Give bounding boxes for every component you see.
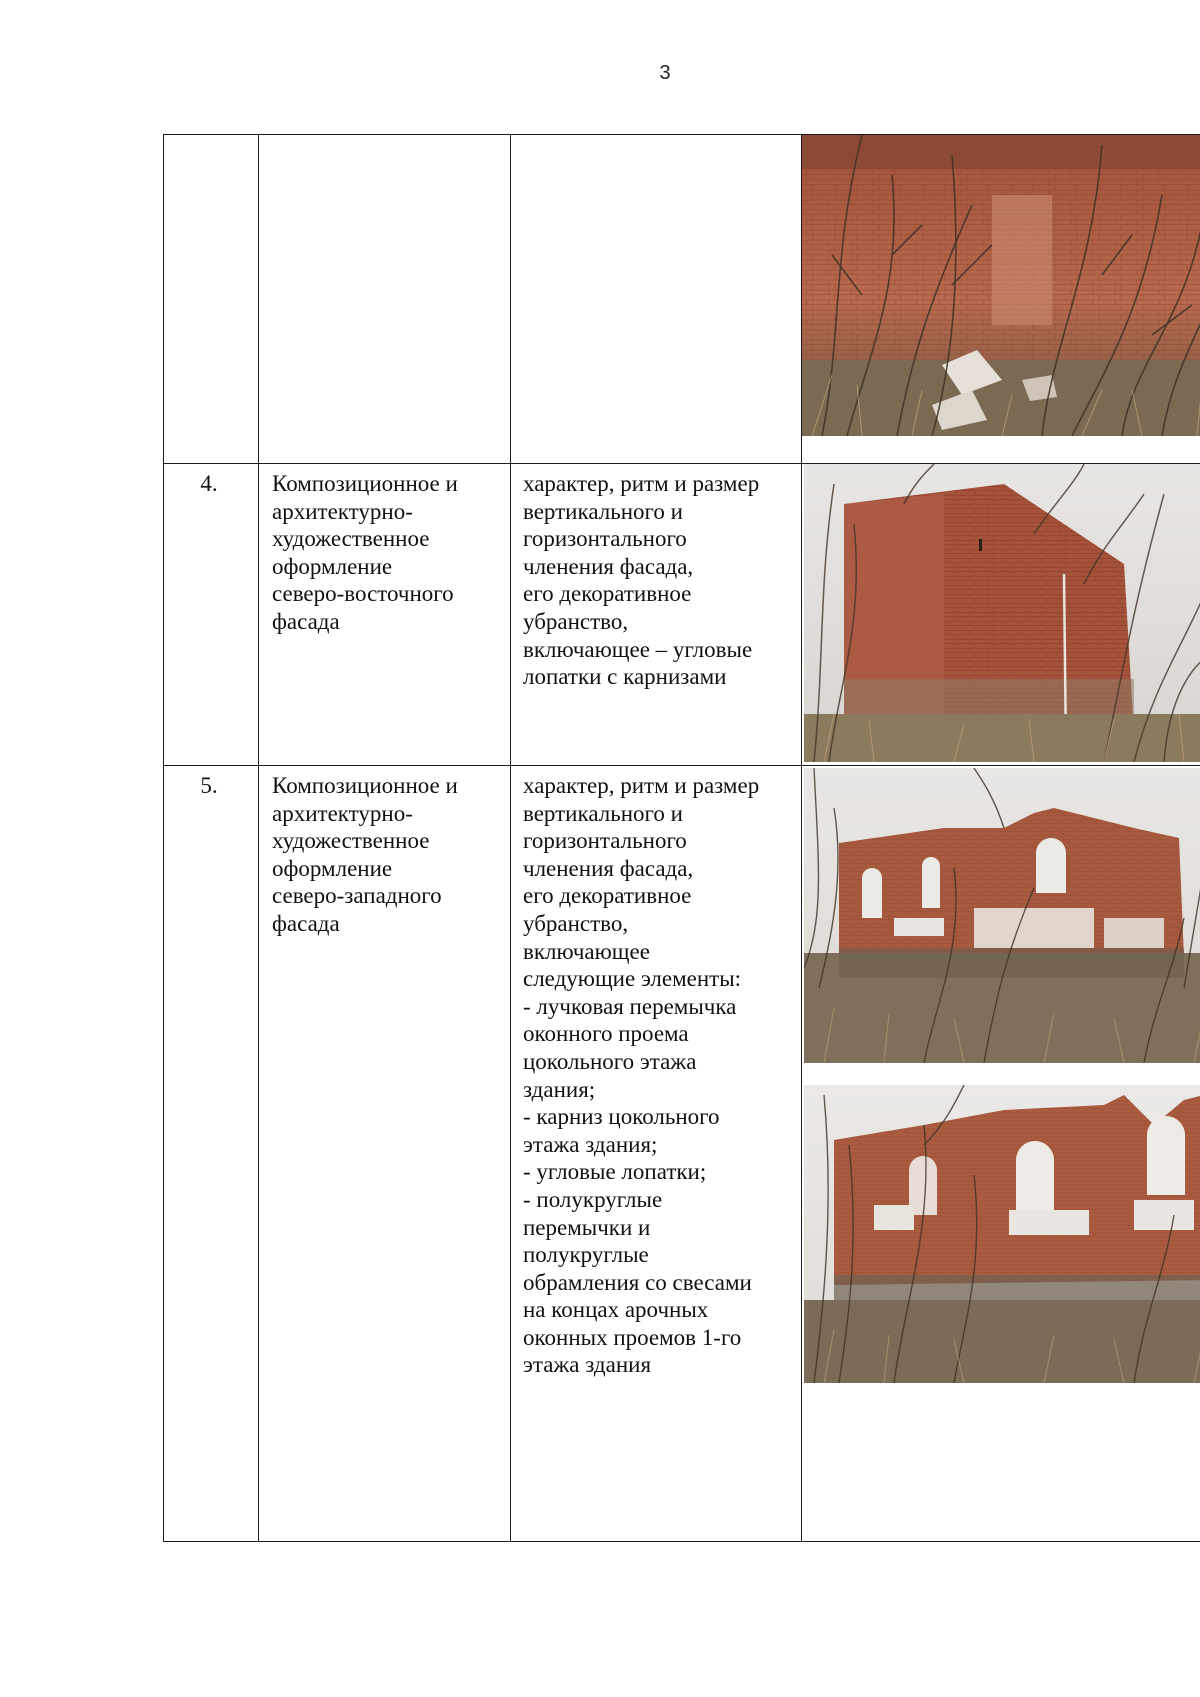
description-line: членения фасада,: [523, 553, 694, 579]
row-number-cell: 4.: [164, 464, 259, 766]
description-line: горизонтального: [523, 828, 687, 854]
name-line: фасада: [272, 608, 340, 634]
description-line: на концах арочных: [523, 1297, 709, 1323]
name-line: архитектурно-: [272, 800, 413, 826]
description-line: убранство,: [523, 608, 629, 634]
row-number-cell: 5.: [164, 766, 259, 1542]
description-line: - полукруглые: [523, 1186, 663, 1212]
photo-cell: [802, 766, 1200, 1542]
description-line: убранство,: [523, 910, 629, 936]
name-line: Композиционное и: [272, 471, 458, 496]
name-line: художественное: [272, 526, 430, 552]
description-line: оконных проемов 1-го: [523, 1324, 742, 1350]
description-line: этажа здания: [523, 1352, 652, 1378]
description-line: - угловые лопатки;: [523, 1159, 707, 1185]
description-line: обрамления со свесами: [523, 1269, 752, 1295]
description-line: включающее – угловые: [523, 636, 753, 662]
photo-cell: [802, 135, 1200, 464]
northwest-facade-wide-photo: [804, 768, 1200, 1063]
description-line: цокольного этажа: [523, 1048, 697, 1074]
photo-cell: [802, 464, 1200, 766]
description-line: - лучковая перемычка: [523, 993, 737, 1019]
name-line: северо-восточного: [272, 581, 454, 607]
northeast-facade-corner-photo: [804, 464, 1200, 762]
description-line: перемычки и: [523, 1214, 651, 1240]
element-description-cell: [511, 766, 802, 1542]
heritage-elements-table: [163, 134, 1166, 1543]
description-line: вертикального и: [523, 498, 683, 524]
element-name-cell: [259, 135, 511, 464]
description-line: вертикального и: [523, 800, 683, 826]
name-line: оформление: [272, 553, 393, 579]
description-line: лопатки с карнизами: [523, 664, 727, 690]
description-line: включающее: [523, 938, 650, 964]
name-line: северо-западного: [272, 883, 442, 909]
description-line: оконного проема: [523, 1021, 689, 1047]
description-line: характер, ритм и размер: [523, 471, 760, 496]
name-line: художественное: [272, 828, 430, 854]
description-line: этажа здания;: [523, 1131, 658, 1157]
name-line: фасада: [272, 910, 340, 936]
description-line: характер, ритм и размер: [523, 773, 760, 798]
description-line: - карниз цокольного: [523, 1104, 720, 1130]
table-row: [164, 135, 1200, 464]
description-line: членения фасада,: [523, 855, 694, 881]
description-line: его декоративное: [523, 883, 692, 909]
brick-wall-ruin-overgrown-photo: [802, 135, 1200, 436]
row-number-cell: [164, 135, 259, 464]
element-description-cell: [511, 135, 802, 464]
name-line: Композиционное и: [272, 773, 458, 798]
table-row: [164, 464, 1200, 766]
element-name-cell: [259, 766, 511, 1542]
description-line: его декоративное: [523, 581, 692, 607]
description-line: следующие элементы:: [523, 966, 742, 992]
table-row: [164, 766, 1200, 1542]
element-description-cell: [511, 464, 802, 766]
element-name-cell: [259, 464, 511, 766]
description-line: горизонтального: [523, 526, 687, 552]
description-line: здания;: [523, 1076, 596, 1102]
page-number: 3: [659, 62, 671, 84]
name-line: архитектурно-: [272, 498, 413, 524]
description-line: полукруглые: [523, 1242, 649, 1268]
northwest-facade-arched-windows-photo: [804, 1085, 1200, 1383]
name-line: оформление: [272, 855, 393, 881]
